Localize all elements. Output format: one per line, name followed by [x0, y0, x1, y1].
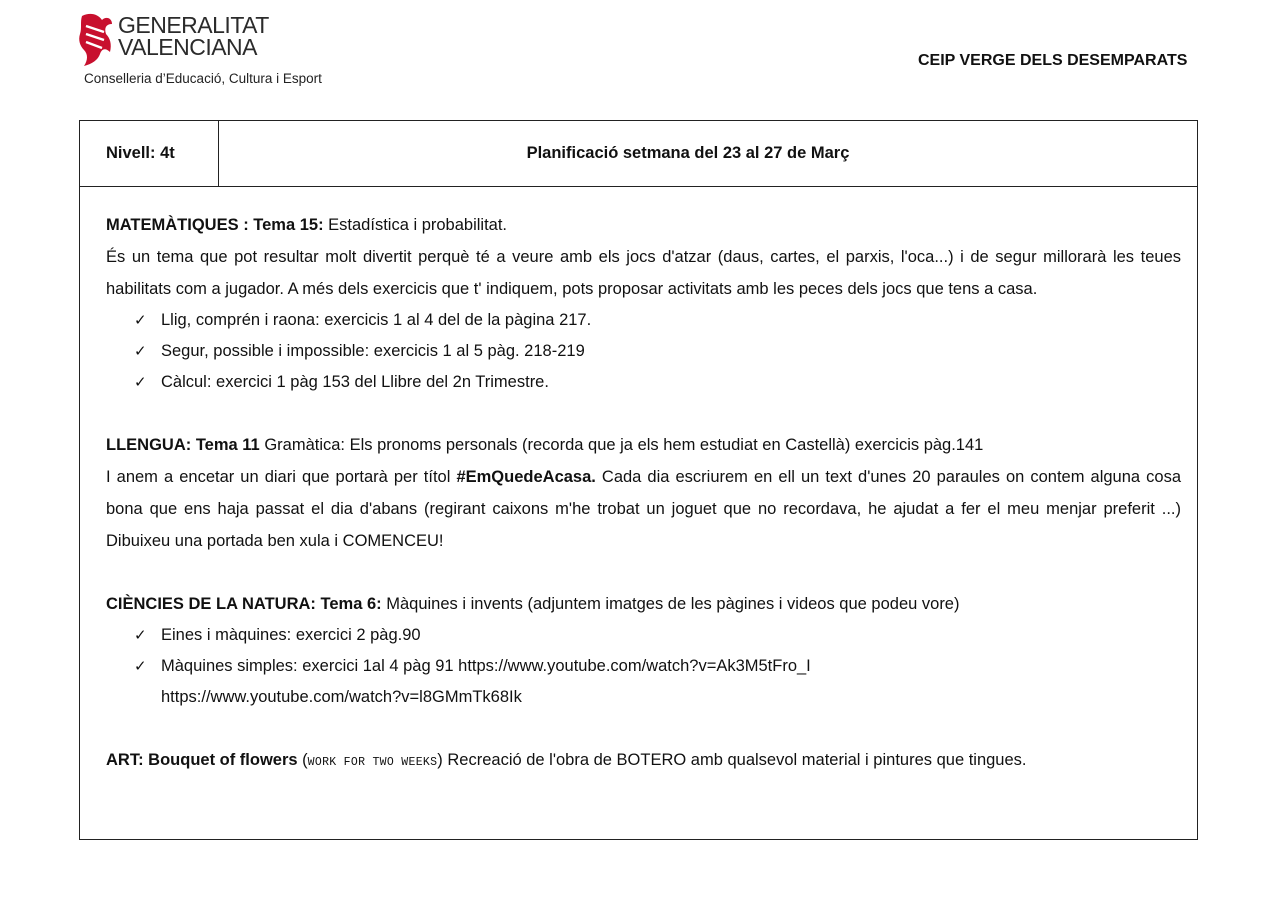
math-intro: És un tema que pot resultar molt divertit perquè té a veure amb els jocs d'atzar (daus, cartes, el parxis, l'oca...) i de segur millorarà les teues habilitats com a jugador. A més dels exercicis que t' indiquem, pots proposar activitats amb les peces dels jocs que tens a casa. [106, 248, 1181, 298]
math-heading [106, 209, 1181, 241]
planning-table [79, 120, 1198, 840]
list-item: ✓ Segur, possible i impossible: exercicis 1 al 5 pàg. 218-219 [134, 336, 1181, 367]
language-subject: LLENGUA: Tema 11 [106, 436, 260, 454]
checkmark-icon: ✓ [134, 343, 147, 360]
art-duration-note: WORK FOR TWO WEEKS [307, 756, 438, 769]
list-item: ✓ Eines i màquines: exercici 2 pàg.90 [134, 620, 1181, 651]
bat-emblem-icon [76, 12, 116, 68]
logo-wordmark [118, 14, 269, 58]
list-item: ✓ Màquines simples: exercici 1al 4 pàg 91 https://www.youtube.com/watch?v=Ak3M5tFro_I https://www.youtube.com/watch?v=l8GMmTk68Ik [134, 651, 1181, 713]
science-topic: Màquines i invents (adjuntem imatges de les pàgines i videos que podeu vore) [381, 595, 960, 613]
art-subject: ART: Bouquet of flowers [106, 751, 298, 769]
generalitat-logo [76, 12, 116, 68]
checkmark-icon: ✓ [134, 658, 147, 675]
science-exercise-list [106, 620, 1181, 713]
school-name: CEIP VERGE DELS DESEMPARATS [918, 52, 1188, 69]
language-heading [106, 429, 1181, 461]
logo-line1: GENERALITAT [118, 12, 269, 38]
checkmark-icon: ✓ [134, 312, 147, 329]
math-exercise-list [106, 305, 1181, 398]
logo-line2: VALENCIANA [118, 34, 258, 60]
checkmark-icon: ✓ [134, 627, 147, 644]
language-diary-text: I anem a encetar un diari que portarà per títol #EmQuedeAcasa. Cada dia escriurem en ell un text d'unes 20 paraules on contem alguna cosa bona que ens haja passat el dia d'abans (regirant caixons m'he trobat un joguet que no recordava, he ajudat a fer el meu menjar preferit ...) Dibuixeu una portada ben xula i COMENCEU! [106, 468, 1182, 550]
math-topic: Estadística i probabilitat. [323, 216, 508, 234]
checkmark-icon: ✓ [134, 374, 147, 391]
science-subject: CIÈNCIES DE LA NATURA: Tema 6: [106, 595, 382, 613]
video-link-2[interactable]: https://www.youtube.com/watch?v=l8GMmTk68Ik [161, 688, 522, 706]
list-item: ✓ Llig, comprén i raona: exercicis 1 al 4 del de la pàgina 217. [134, 305, 1181, 336]
week-title-cell: Planificació setmana del 23 al 27 de Març [526, 144, 850, 162]
video-link-1[interactable]: https://www.youtube.com/watch?v=Ak3M5tFro_I [458, 657, 811, 675]
department-name: Conselleria d’Educació, Cultura i Esport [84, 71, 322, 86]
science-heading [106, 588, 1181, 620]
math-subject: MATEMÀTIQUES : Tema 15: [106, 216, 324, 234]
art-heading: ART: Bouquet of flowers (WORK FOR TWO WEEKS) Recreació de l'obra de BOTERO amb qualsevol material i pintures que tingues. [106, 751, 1027, 769]
art-description: Recreació de l'obra de BOTERO amb qualsevol material i pintures que tingues. [442, 751, 1027, 769]
list-item: ✓ Càlcul: exercici 1 pàg 153 del Llibre del 2n Trimestre. [134, 367, 1181, 398]
table-header-row [80, 121, 1197, 187]
diary-hashtag: #EmQuedeAcasa. [456, 468, 596, 486]
planning-content [80, 187, 1197, 779]
language-topic: Gramàtica: Els pronoms personals (recorda que ja els hem estudiat en Castellà) exercicis pàg.141 [259, 436, 984, 454]
level-cell: Nivell: 4t [80, 121, 219, 186]
